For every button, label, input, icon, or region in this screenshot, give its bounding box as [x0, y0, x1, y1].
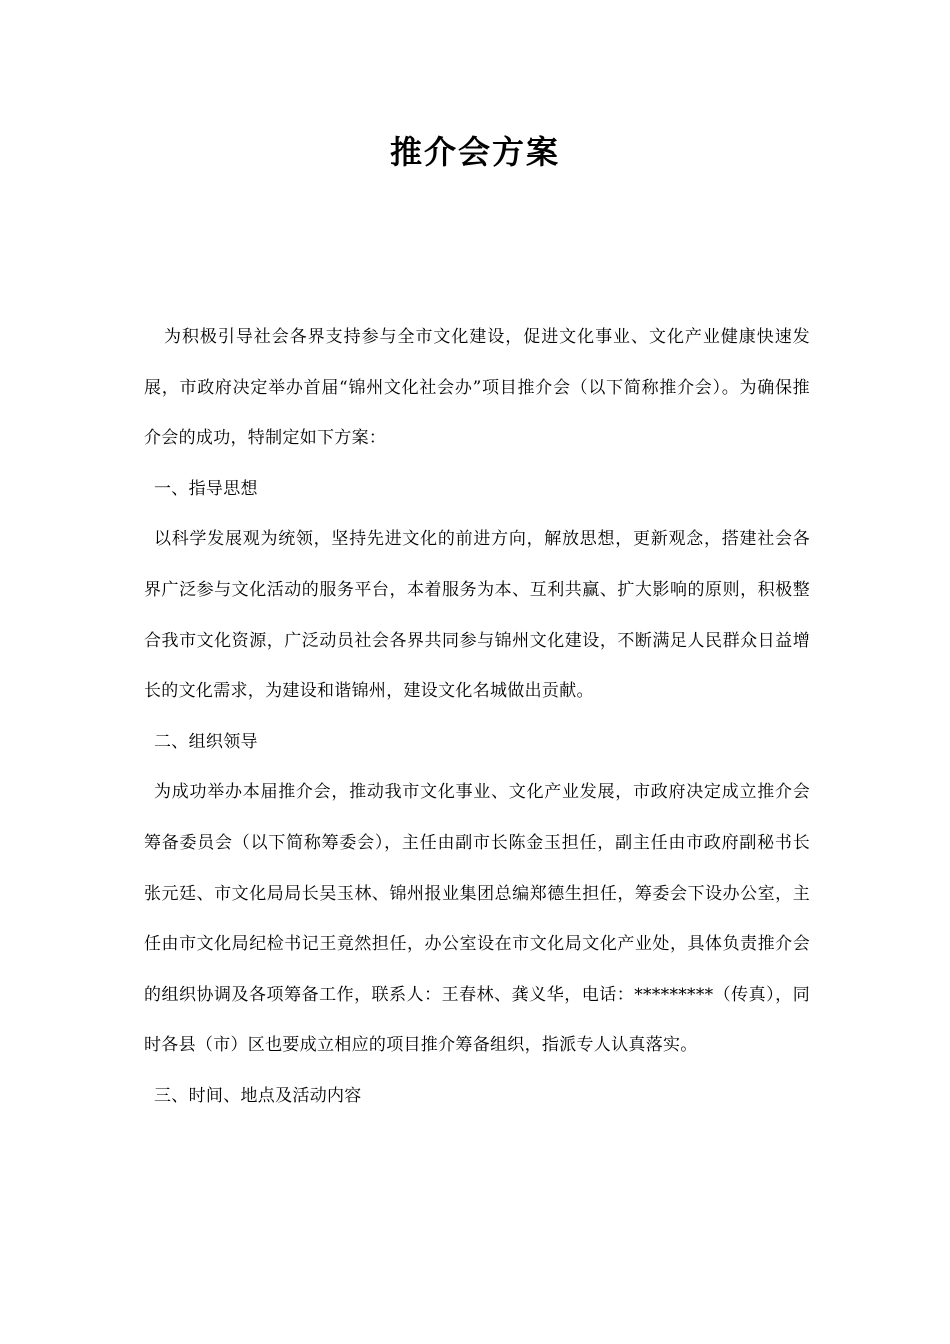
section-heading-organization: 二、组织领导	[154, 731, 258, 752]
document-title: 推介会方案	[389, 133, 560, 171]
section-heading-guiding-ideology: 一、指导思想	[154, 478, 258, 499]
guiding-ideology-paragraph: 以科学发展观为统领，坚持先进文化的前进方向，解放思想，更新观念，搭建社会各界广泛参与文化活动的服务平台，本着服务为本、互利共赢、扩大影响的原则，积极整合我市文化资源，广泛动员社会各界共同参与锦州文化建设，不断满足人民群众日益增长的文化需求，为建设和谐锦州，建设文化名城做出贡献。	[144, 529, 810, 702]
organization-paragraph: 为成功举办本届推介会，推动我市文化事业、文化产业发展，市政府决定成立推介会筹备委员会（以下简称筹委会），主任由副市长陈金玉担任，副主任由市政府副秘书长张元廷、市文化局局长吴玉林、锦州报业集团总编郑德生担任，筹委会下设办公室，主任由市文化局纪检书记王竟然担任，办公室设在市文化局文化产业处，具体负责推介会的组织协调及各项筹备工作，联系人：王春林、龚义华，电话：*********（传真），同时各县（市）区也要成立相应的项目推介筹备组织，指派专人认真落实。	[144, 782, 810, 1056]
section-heading-time-place-content: 三、时间、地点及活动内容	[154, 1085, 362, 1106]
document-body	[144, 312, 810, 1122]
intro-paragraph: 为积极引导社会各界支持参与全市文化建设，促进文化事业、文化产业健康快速发展，市政府决定举办首届“锦州文化社会办”项目推介会（以下简称推介会）。为确保推介会的成功，特制定如下方案：	[144, 327, 810, 449]
